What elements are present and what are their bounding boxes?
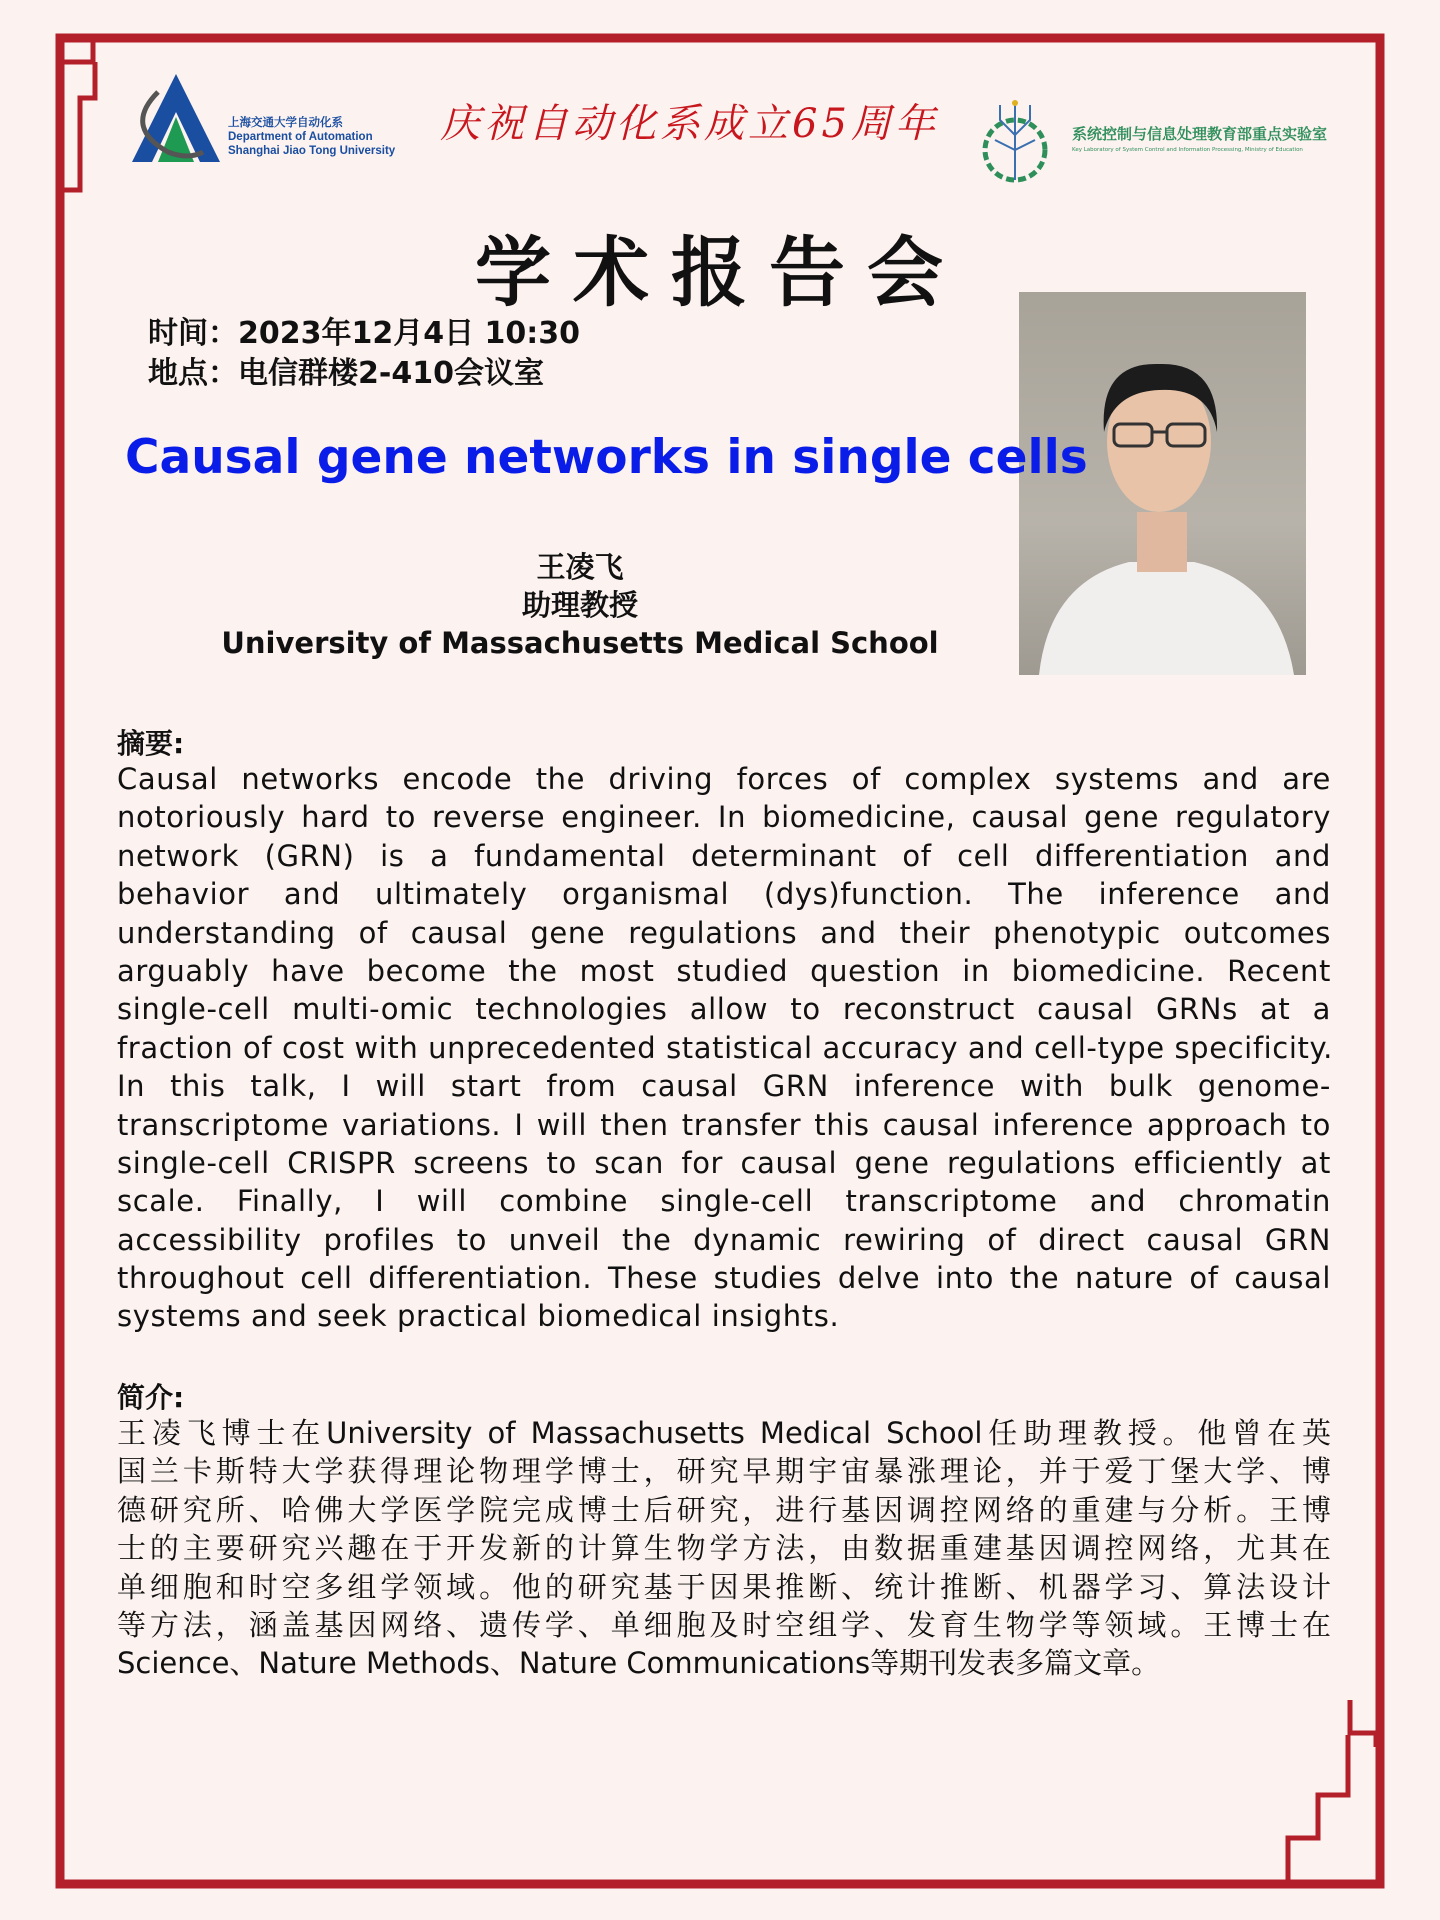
abstract-line: network (GRN) is a fundamental determinant of cell differentiation and	[117, 838, 1331, 873]
sjtu-a-logo-icon	[128, 72, 223, 167]
abstract-line: accessibility profiles to unveil the dynamic rewiring of direct causal GRN	[117, 1222, 1331, 1257]
event-time: 时间：2023年12月4日 10:30	[148, 316, 581, 351]
dept-name-en: Department of Automation	[228, 131, 373, 143]
lab-name-cn: 系统控制与信息处理教育部重点实验室	[1072, 125, 1328, 143]
abstract-line: single-cell CRISPR screens to scan for causal gene regulations efficiently at	[117, 1145, 1331, 1180]
bio-line: 国兰卡斯特大学获得理论物理学博士，研究早期宇宙暴涨理论，并于爱丁堡大学、博	[117, 1454, 1331, 1489]
bio-line: 德研究所、哈佛大学医学院完成博士后研究，进行基因调控网络的重建与分析。王博	[117, 1492, 1331, 1527]
gear-circuit-icon	[975, 95, 1055, 185]
university-name-en: Shanghai Jiao Tong University	[228, 145, 396, 157]
abstract-line: behavior and ultimately organismal (dys)function. The inference and	[117, 877, 1331, 912]
lab-logo	[975, 95, 1355, 185]
bio-line: Science、Nature Methods、Nature Communications等期刊发表多篇文章。	[117, 1646, 1161, 1681]
abstract-line: In this talk, I will start from causal GRN inference with bulk genome-	[117, 1069, 1331, 1104]
abstract-heading: 摘要:	[117, 727, 185, 760]
bio-line: 王凌飞博士在University of Massachusetts Medical School任助理教授。他曾在英	[117, 1416, 1331, 1450]
abstract-line: single-cell multi-omic technologies allow to reconstruct causal GRNs at a	[117, 992, 1331, 1027]
abstract-text	[117, 760, 1331, 1336]
page-title: 学术报告会	[475, 228, 965, 317]
speaker-affiliation: University of Massachusetts Medical School	[221, 626, 939, 660]
dept-name-cn: 上海交通大学自动化系	[228, 117, 343, 129]
abstract-line: notoriously hard to reverse engineer. In biomedicine, causal gene regulatory	[117, 800, 1331, 835]
bio-text	[117, 1414, 1331, 1683]
abstract-line: transcriptome variations. I will then transfer this causal inference approach to	[117, 1107, 1331, 1142]
abstract-line: scale. Finally, I will combine single-cell transcriptome and chromatin	[117, 1184, 1331, 1219]
department-logo	[128, 72, 428, 167]
abstract-line: understanding of causal gene regulations and their phenotypic outcomes	[117, 915, 1331, 950]
abstract-line: Causal networks encode the driving forces of complex systems and are	[117, 762, 1331, 796]
abstract-line: systems and seek practical biomedical insights.	[117, 1299, 840, 1334]
bio-heading: 简介:	[117, 1381, 185, 1414]
speaker-position: 助理教授	[521, 588, 638, 622]
anniversary-banner: 庆祝自动化系成立65周年	[440, 101, 939, 147]
talk-title: Causal gene networks in single cells	[125, 430, 1088, 485]
abstract-line: throughout cell differentiation. These studies delve into the nature of causal	[117, 1261, 1331, 1296]
bio-line: 等方法，涵盖基因网络、遗传学、单细胞及时空组学、发育生物学等领域。王博士在	[117, 1607, 1331, 1642]
speaker-name: 王凌飞	[536, 550, 624, 584]
speaker-info	[160, 548, 1000, 662]
abstract-line: arguably have become the most studied question in biomedicine. Recent	[117, 953, 1331, 988]
bio-line: 士的主要研究兴趣在于开发新的计算生物学方法，由数据重建基因调控网络，尤其在	[117, 1531, 1331, 1566]
bio-line: 单细胞和时空多组学领域。他的研究基于因果推断、统计推断、机器学习、算法设计	[117, 1569, 1331, 1604]
abstract-line: fraction of cost with unprecedented statistical accuracy and cell-type specificity.	[117, 1030, 1333, 1065]
event-place: 地点：电信群楼2-410会议室	[148, 356, 544, 391]
lab-name-en: Key Laboratory of System Control and Information Processing, Ministry of Education	[1072, 147, 1303, 153]
event-info	[148, 314, 580, 394]
